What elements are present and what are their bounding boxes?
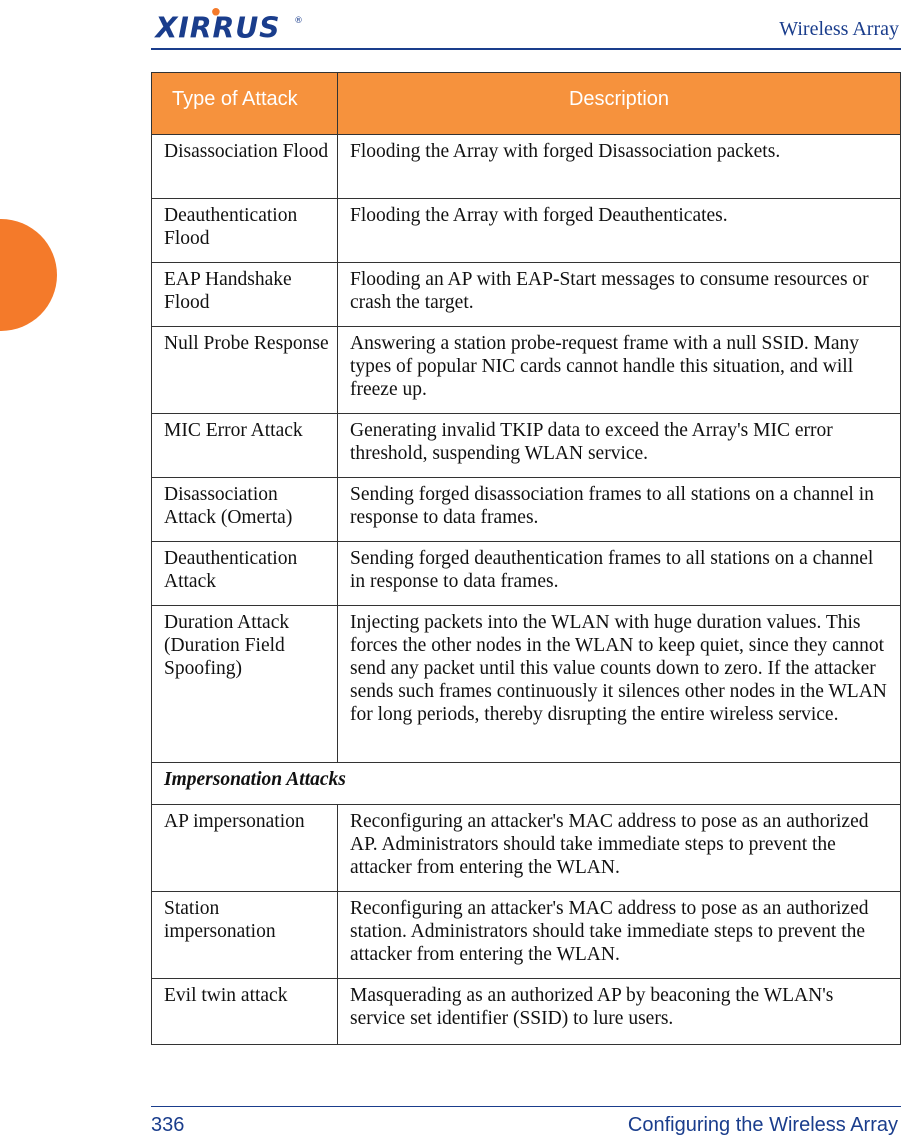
attack-type-cell: Deauthentication Flood xyxy=(152,199,338,263)
attack-type-cell: Duration Attack (Duration Field Spoofing) xyxy=(152,606,338,763)
logo-registered-mark: ® xyxy=(294,16,303,27)
logo-wordmark: XIRRUS xyxy=(155,11,281,42)
header-rule xyxy=(151,48,901,50)
table-row xyxy=(152,263,901,327)
attack-description-cell: Sending forged disassociation frames to all stations on a channel in response to data frames. xyxy=(338,478,901,542)
attack-type-cell: Disassociation Flood xyxy=(152,135,338,199)
attack-type-cell: Null Probe Response xyxy=(152,327,338,414)
attack-type-cell: Station impersonation xyxy=(152,892,338,979)
table-row xyxy=(152,135,901,199)
attack-description-cell: Flooding the Array with forged Disassociation packets. xyxy=(338,135,901,199)
table-row xyxy=(152,979,901,1045)
table-row xyxy=(152,327,901,414)
xirrus-logo xyxy=(151,8,311,42)
attack-type-cell: Deauthentication Attack xyxy=(152,542,338,606)
table-row xyxy=(152,414,901,478)
attack-description-cell: Answering a station probe-request frame with a null SSID. Many types of popular NIC cards cannot handle this situation, and will freeze up. xyxy=(338,327,901,414)
attack-description-cell: Flooding the Array with forged Deauthenticates. xyxy=(338,199,901,263)
attack-type-cell: MIC Error Attack xyxy=(152,414,338,478)
attack-description-cell: Reconfiguring an attacker's MAC address to pose as an authorized AP. Administrators should take immediate steps to prevent the attacker from entering the WLAN. xyxy=(338,805,901,892)
attack-description-cell: Flooding an AP with EAP-Start messages to consume resources or crash the target. xyxy=(338,263,901,327)
page-header xyxy=(151,0,901,52)
table-row xyxy=(152,199,901,263)
table-row xyxy=(152,805,901,892)
column-header-description: Description xyxy=(338,73,901,135)
section-row xyxy=(152,763,901,805)
attack-description-cell: Generating invalid TKIP data to exceed the Array's MIC error threshold, suspending WLAN service. xyxy=(338,414,901,478)
column-header-type: Type of Attack xyxy=(152,73,338,135)
attack-type-cell: AP impersonation xyxy=(152,805,338,892)
table-header-row xyxy=(152,73,901,135)
attack-type-cell: Disassociation Attack (Omerta) xyxy=(152,478,338,542)
table-row xyxy=(152,542,901,606)
section-title-impersonation: Impersonation Attacks xyxy=(152,763,901,805)
chapter-tab-marker xyxy=(0,219,57,331)
attack-description-cell: Injecting packets into the WLAN with huge duration values. This forces the other nodes in the WLAN to keep quiet, since they cannot send any packet until this value counts down to zero. If the attacker sends such frames continuously it silences other nodes in the WLAN for long periods, thereby disrupting the entire wireless service. xyxy=(338,606,901,763)
page-number: 336 xyxy=(151,1114,185,1136)
table-row xyxy=(152,478,901,542)
footer-title: Configuring the Wireless Array xyxy=(627,1114,898,1136)
header-title: Wireless Array xyxy=(779,18,899,40)
table-row xyxy=(152,892,901,979)
footer-rule xyxy=(151,1106,901,1107)
attack-type-cell: EAP Handshake Flood xyxy=(152,263,338,327)
attack-description-cell: Masquerading as an authorized AP by beaconing the WLAN's service set identifier (SSID) to lure users. xyxy=(338,979,901,1045)
attack-table xyxy=(151,72,901,1045)
attack-type-cell: Evil twin attack xyxy=(152,979,338,1045)
table-row xyxy=(152,606,901,763)
attack-description-cell: Reconfiguring an attacker's MAC address to pose as an authorized station. Administrators should take immediate steps to prevent the attacker from entering the WLAN. xyxy=(338,892,901,979)
attack-description-cell: Sending forged deauthentication frames to all stations on a channel in response to data frames. xyxy=(338,542,901,606)
